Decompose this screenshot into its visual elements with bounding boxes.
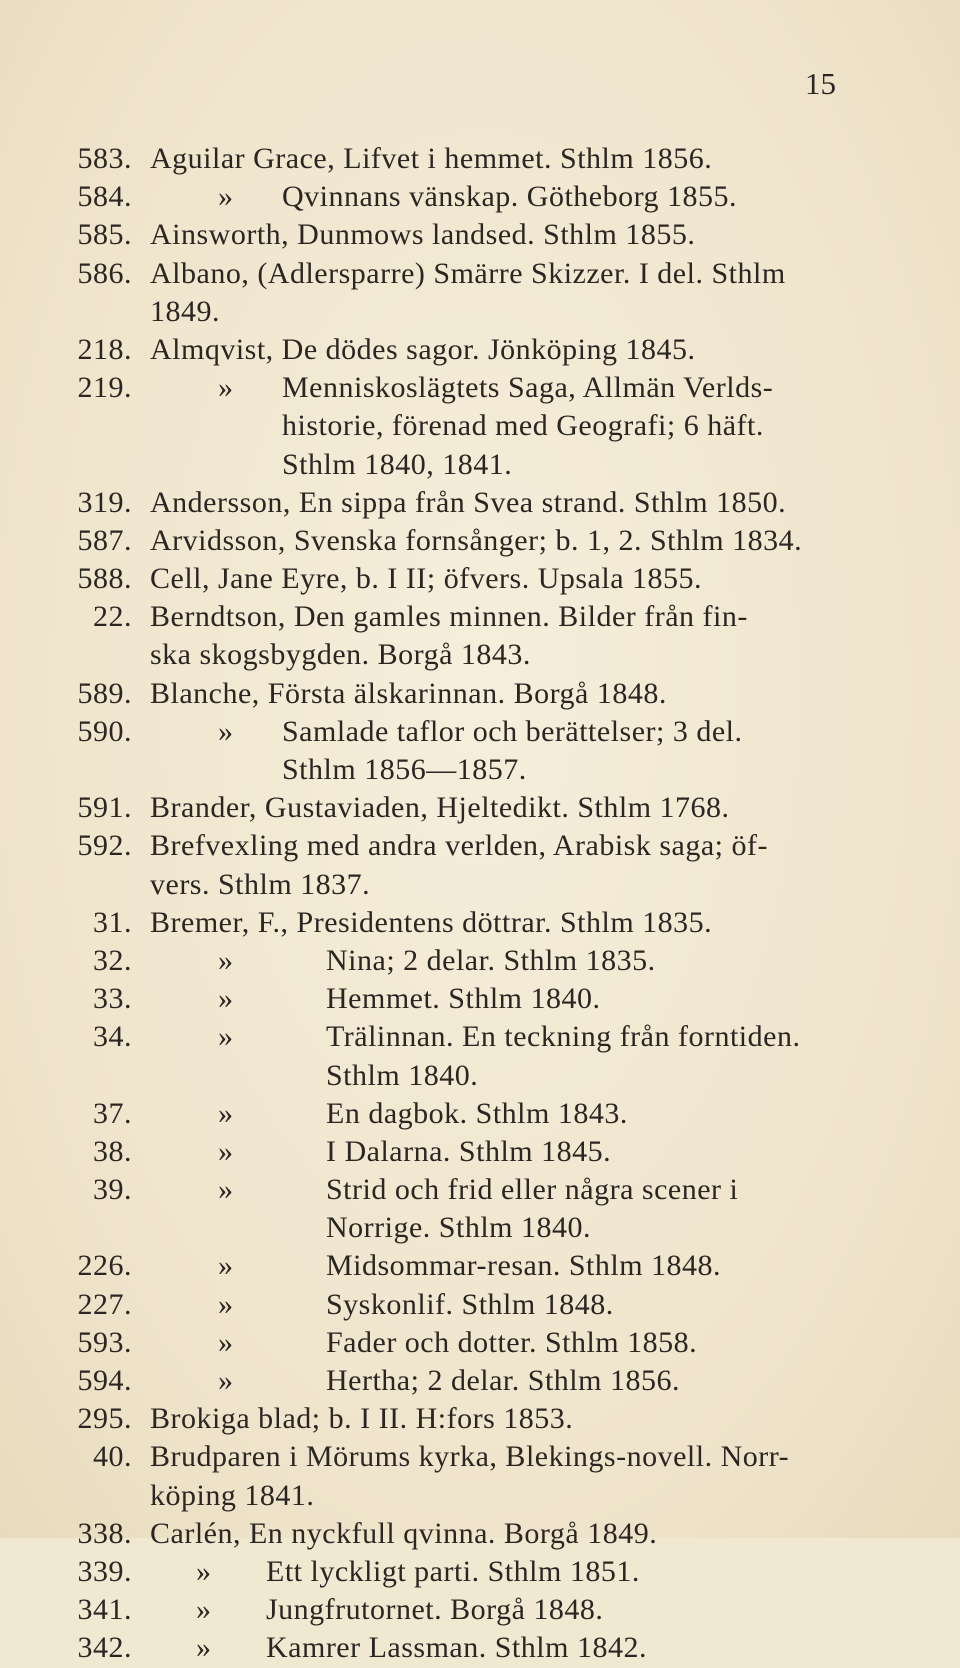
catalog-entry (0, 331, 960, 369)
entry-text: Midsommar-resan. Sthlm 1848. (326, 1249, 722, 1283)
entry-number: 295. (77, 1402, 132, 1436)
entry-number: 218. (77, 332, 132, 366)
entry-line (0, 1171, 960, 1209)
entry-line (0, 1629, 960, 1667)
catalog-entry (0, 675, 960, 713)
entry-line (0, 293, 960, 331)
entry-line (0, 713, 960, 751)
catalog-entry (0, 942, 960, 980)
entry-text: Syskonlif. Sthlm 1848. (326, 1287, 614, 1321)
entry-number: 34. (93, 1020, 132, 1054)
entry-text: Ainsworth, Dunmows landsed. Sthlm 1855. (150, 218, 696, 252)
entry-text: En dagbok. Sthlm 1843. (326, 1096, 628, 1130)
entry-text: Berndtson, Den gamles minnen. Bilder från fin- (150, 600, 748, 634)
entry-line (0, 1133, 960, 1171)
entry-text: Cell, Jane Eyre, b. I II; öfvers. Upsala 1855. (150, 562, 703, 596)
entry-number: 319. (77, 485, 132, 519)
entry-text: Samlade taflor och berättelser; 3 del. (282, 714, 743, 748)
entry-line (0, 1324, 960, 1362)
entry-line (0, 140, 960, 178)
ditto-mark: » (218, 1287, 234, 1321)
catalog-entry (0, 560, 960, 598)
entry-text: Brefvexling med andra verlden, Arabisk saga; öf- (150, 829, 768, 863)
entry-line (0, 789, 960, 827)
ditto-mark: » (218, 1020, 234, 1054)
entry-line (0, 1477, 960, 1515)
entry-number: 22. (93, 600, 132, 634)
entry-number: 219. (77, 371, 132, 405)
catalog-entry (0, 178, 960, 216)
entry-text: Arvidsson, Svenska fornsånger; b. 1, 2. Sthlm 1834. (150, 523, 803, 557)
entry-number: 342. (77, 1631, 132, 1665)
catalog-entry (0, 1591, 960, 1629)
ditto-mark: » (218, 1249, 234, 1283)
entry-text: Qvinnans vänskap. Götheborg 1855. (282, 180, 738, 214)
ditto-mark: » (218, 1096, 234, 1130)
catalog-entry (0, 216, 960, 254)
ditto-mark: » (218, 371, 234, 405)
entry-number: 584. (77, 180, 132, 214)
catalog-entry (0, 1286, 960, 1324)
catalog-entry (0, 713, 960, 789)
ditto-mark: » (218, 1134, 234, 1168)
entry-text: Nina; 2 delar. Sthlm 1835. (326, 943, 656, 977)
entry-text: Brokiga blad; b. I II. H:fors 1853. (150, 1402, 574, 1436)
catalog-entry (0, 484, 960, 522)
entry-number: 31. (93, 905, 132, 939)
entry-text: Sthlm 1840. (326, 1058, 479, 1092)
ditto-mark: » (196, 1631, 212, 1665)
entry-text: Andersson, En sippa från Svea strand. Sthlm 1850. (150, 485, 787, 519)
ditto-mark: » (218, 1325, 234, 1359)
entry-number: 32. (93, 943, 132, 977)
entry-line (0, 255, 960, 293)
entry-number: 37. (93, 1096, 132, 1130)
entry-line (0, 1362, 960, 1400)
entry-text: vers. Sthlm 1837. (150, 867, 371, 901)
entry-line (0, 1286, 960, 1324)
entry-line (0, 1438, 960, 1476)
entry-line (0, 1209, 960, 1247)
entry-number: 39. (93, 1173, 132, 1207)
entry-line (0, 827, 960, 865)
entry-text: 1849. (150, 294, 220, 328)
catalog-entry (0, 522, 960, 560)
catalog-entry (0, 140, 960, 178)
ditto-mark: » (218, 943, 234, 977)
entry-text: Sthlm 1840, 1841. (282, 447, 513, 481)
entry-number: 593. (77, 1325, 132, 1359)
entry-text: Aguilar Grace, Lifvet i hemmet. Sthlm 1856. (150, 142, 713, 175)
entry-line (0, 942, 960, 980)
entry-text: Strid och frid eller några scener i (326, 1173, 739, 1207)
entry-line (0, 904, 960, 942)
entry-line (0, 636, 960, 674)
catalog-entry (0, 1553, 960, 1591)
ditto-mark: » (218, 982, 234, 1016)
catalog-entry (0, 1515, 960, 1553)
entry-line (0, 675, 960, 713)
entry-line (0, 1400, 960, 1438)
entry-text: Trälinnan. En teckning från forntiden. (326, 1020, 801, 1054)
entry-line (0, 446, 960, 484)
ditto-mark: » (196, 1593, 212, 1627)
entry-line (0, 980, 960, 1018)
ditto-mark: » (218, 1364, 234, 1397)
catalog-entry (0, 369, 960, 484)
entry-line (0, 1095, 960, 1133)
entry-number: 341. (77, 1593, 132, 1627)
catalog-entry (0, 1171, 960, 1247)
entry-number: 586. (77, 256, 132, 290)
entry-text: Kamrer Lassman. Sthlm 1842. (266, 1631, 647, 1665)
entry-text: Ett lyckligt parti. Sthlm 1851. (266, 1554, 640, 1588)
entry-line (0, 1247, 960, 1285)
entry-line (0, 369, 960, 407)
catalog-entry (0, 1438, 960, 1514)
catalog-entry (0, 827, 960, 903)
entry-number: 33. (93, 982, 132, 1016)
page-number: 15 (805, 66, 836, 101)
entry-text: Bremer, F., Presidentens döttrar. Sthlm 1835. (150, 905, 713, 939)
entry-number: 583. (77, 142, 132, 175)
catalog-entry (0, 904, 960, 942)
entry-text: Brander, Gustaviaden, Hjeltedikt. Sthlm 1768. (150, 791, 730, 825)
catalog-entry (0, 980, 960, 1018)
entry-line (0, 1018, 960, 1056)
entry-text: Norrige. Sthlm 1840. (326, 1211, 591, 1245)
entry-text: ska skogsbygden. Borgå 1843. (150, 638, 531, 672)
entry-number: 592. (77, 829, 132, 863)
entry-text: Albano, (Adlersparre) Smärre Skizzer. I del. Sthlm (150, 256, 786, 290)
catalog-entry (0, 598, 960, 674)
entry-number: 40. (93, 1440, 132, 1474)
entry-number: 338. (77, 1516, 132, 1550)
entry-text: Fader och dotter. Sthlm 1858. (326, 1325, 698, 1359)
entry-number: 38. (93, 1134, 132, 1168)
entry-line (0, 484, 960, 522)
entry-text: Jungfrutornet. Borgå 1848. (266, 1593, 604, 1627)
entry-number: 585. (77, 218, 132, 252)
entry-text: Sthlm 1856—1857. (282, 753, 527, 786)
entry-number: 594. (77, 1364, 132, 1397)
catalog-entry (0, 1400, 960, 1438)
entry-line (0, 522, 960, 560)
entry-text: köping 1841. (150, 1478, 315, 1512)
entry-number: 227. (77, 1287, 132, 1321)
entry-text: Hertha; 2 delar. Sthlm 1856. (326, 1364, 680, 1397)
catalog-entry (0, 1629, 960, 1667)
entry-number: 226. (77, 1249, 132, 1283)
ditto-mark: » (218, 180, 234, 214)
ditto-mark: » (218, 1173, 234, 1207)
entry-line (0, 331, 960, 369)
entry-line (0, 751, 960, 789)
entry-line (0, 1553, 960, 1591)
entry-number: 588. (77, 562, 132, 596)
entry-text: Brudparen i Mörums kyrka, Blekings-novell. Norr- (150, 1440, 790, 1474)
entry-text: I Dalarna. Sthlm 1845. (326, 1134, 612, 1168)
entry-text: Almqvist, De dödes sagor. Jönköping 1845. (150, 332, 696, 366)
entry-line (0, 1591, 960, 1629)
catalog-entry (0, 789, 960, 827)
entry-line (0, 178, 960, 216)
entry-number: 587. (77, 523, 132, 557)
entry-text: historie, förenad med Geografi; 6 häft. (282, 409, 764, 443)
catalog-entry (0, 1324, 960, 1362)
catalog-entry (0, 255, 960, 331)
entry-text: Blanche, Första älskarinnan. Borgå 1848. (150, 676, 667, 710)
catalog-entry (0, 1018, 960, 1094)
entry-number: 589. (77, 676, 132, 710)
entry-line (0, 598, 960, 636)
entry-text: Menniskoslägtets Saga, Allmän Verlds- (282, 371, 774, 405)
ditto-mark: » (196, 1554, 212, 1588)
entry-number: 591. (77, 791, 132, 825)
entry-line (0, 1515, 960, 1553)
catalog-entry (0, 1133, 960, 1171)
entry-text: Carlén, En nyckfull qvinna. Borgå 1849. (150, 1516, 658, 1550)
entry-number: 590. (77, 714, 132, 748)
entry-line (0, 407, 960, 445)
catalog-entry (0, 1095, 960, 1133)
entry-text: Hemmet. Sthlm 1840. (326, 982, 601, 1016)
ditto-mark: » (218, 714, 234, 748)
entry-line (0, 866, 960, 904)
entry-line (0, 560, 960, 598)
entry-number: 339. (77, 1554, 132, 1588)
catalog-entry (0, 1247, 960, 1285)
catalog-entry (0, 1362, 960, 1400)
entry-line (0, 1057, 960, 1095)
entry-line (0, 216, 960, 254)
catalog-entries (0, 140, 960, 1668)
